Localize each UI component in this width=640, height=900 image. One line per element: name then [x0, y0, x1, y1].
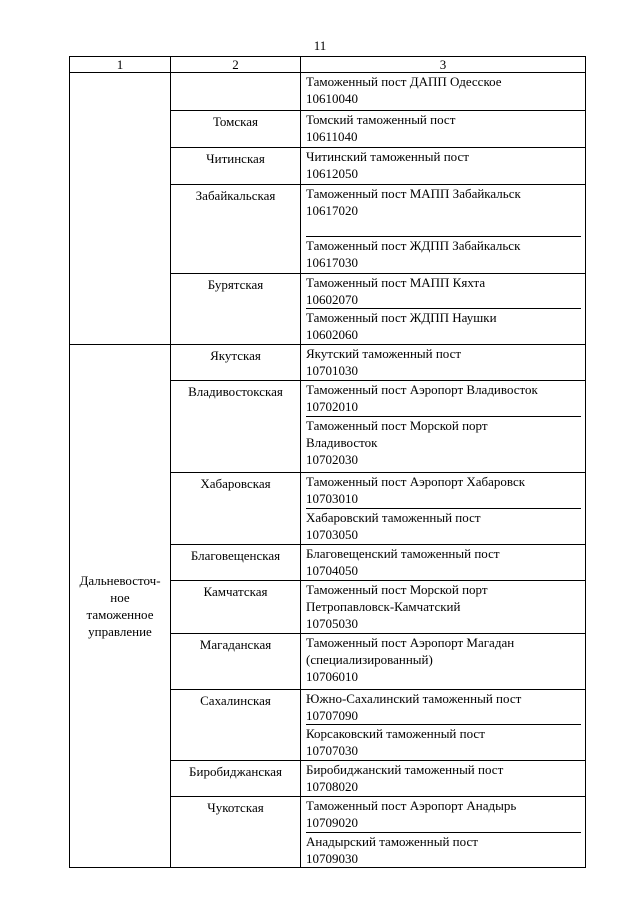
- customs-post: [306, 797, 581, 833]
- column-header-2: 2: [171, 57, 301, 73]
- post-name-line: Таможенный пост Аэропорт Владивосток: [306, 382, 538, 397]
- posts-cell: [301, 545, 586, 581]
- customs-post: [306, 111, 581, 147]
- post-code: 10611040: [306, 129, 358, 144]
- post-name-line: Таможенный пост Аэропорт Хабаровск: [306, 474, 526, 489]
- posts-cell: [301, 185, 586, 274]
- post-code: 10707030: [306, 743, 358, 758]
- customs-post: [306, 309, 581, 344]
- header-row: [70, 57, 586, 73]
- customs-name-cell: [171, 274, 301, 345]
- customs-post: [306, 185, 581, 237]
- post-name-line: Таможенный пост Морской порт: [306, 418, 488, 433]
- customs-name: Благовещенская: [190, 548, 281, 563]
- table-row: [70, 73, 586, 111]
- customs-name-cell: [171, 473, 301, 545]
- post-name-line: Владивосток: [306, 435, 378, 450]
- post-name-line: Таможенный пост ДАПП Одесское: [306, 74, 502, 89]
- customs-name: Хабаровская: [200, 476, 271, 491]
- customs-name-cell: [171, 111, 301, 148]
- post-name-line: Благовещенский таможенный пост: [306, 546, 500, 561]
- post-name-line: Таможенный пост ЖДПП Наушки: [306, 310, 497, 325]
- post-name-line: Таможенный пост МАПП Кяхта: [306, 275, 486, 290]
- posts-cell: [301, 581, 586, 634]
- customs-name-cell: [171, 761, 301, 797]
- customs-post: [306, 509, 581, 544]
- customs-name: Якутская: [210, 348, 261, 363]
- customs-name-cell: [171, 797, 301, 868]
- posts-cell: [301, 690, 586, 761]
- posts-cell: [301, 634, 586, 690]
- customs-post: [306, 148, 581, 184]
- post-name-line: Биробиджанский таможенный пост: [306, 762, 504, 777]
- posts-cell: [301, 381, 586, 473]
- customs-name: Читинская: [206, 151, 265, 166]
- post-code: 10612050: [306, 166, 358, 181]
- customs-name-cell: [171, 185, 301, 274]
- post-code: 10617030: [306, 255, 358, 270]
- posts-cell: [301, 73, 586, 111]
- customs-name: Камчатская: [203, 584, 268, 599]
- post-name-line: Таможенный пост ЖДПП Забайкальск: [306, 238, 521, 253]
- post-code: 10704050: [306, 563, 358, 578]
- customs-post: [306, 725, 581, 760]
- post-name-line: Якутский таможенный пост: [306, 346, 462, 361]
- customs-name-cell: [171, 690, 301, 761]
- post-code: 10707090: [306, 708, 358, 723]
- table-row: [70, 345, 586, 381]
- post-code: 10705030: [306, 616, 358, 631]
- department-name-line: таможенное: [86, 607, 154, 622]
- customs-post: [306, 274, 581, 309]
- customs-post: [306, 690, 581, 725]
- post-code: 10703050: [306, 527, 358, 542]
- post-code: 10602070: [306, 292, 358, 307]
- customs-name: Забайкальская: [195, 188, 276, 203]
- post-code: 10702010: [306, 399, 358, 414]
- customs-name: Биробиджанская: [189, 764, 282, 779]
- customs-post: [306, 761, 581, 796]
- page-number: 11: [313, 38, 327, 53]
- customs-name: Магаданская: [199, 637, 272, 652]
- post-name-line: Таможенный пост Аэропорт Анадырь: [306, 798, 517, 813]
- post-code: 10709030: [306, 851, 358, 866]
- post-name-line: Таможенный пост Аэропорт Магадан: [306, 635, 515, 650]
- post-code: 10617020: [306, 203, 358, 218]
- customs-post: [306, 381, 581, 417]
- post-name-line: (специализированный): [306, 652, 433, 667]
- post-name-line: Таможенный пост Морской порт: [306, 582, 488, 597]
- customs-name: Владивостокская: [188, 384, 283, 399]
- department-name-line: Дальневосточ-: [79, 573, 161, 588]
- table-body: [70, 73, 586, 868]
- post-name-line: Томский таможенный пост: [306, 112, 456, 127]
- customs-post: [306, 833, 581, 867]
- customs-post: [306, 473, 581, 509]
- post-name-line: Хабаровский таможенный пост: [306, 510, 481, 525]
- post-code: 10709020: [306, 815, 358, 830]
- customs-post: [306, 634, 581, 689]
- column-header-3: 3: [301, 57, 586, 73]
- customs-name-cell: [171, 381, 301, 473]
- department-name-line: управление: [88, 624, 152, 639]
- post-name-line: Корсаковский таможенный пост: [306, 726, 485, 741]
- posts-cell: [301, 111, 586, 148]
- department-name-line: ное: [110, 590, 130, 605]
- posts-cell: [301, 761, 586, 797]
- posts-cell: [301, 473, 586, 545]
- post-name-line: Южно-Сахалинский таможенный пост: [306, 691, 522, 706]
- column-header-1: 1: [70, 57, 171, 73]
- customs-name-cell: [171, 148, 301, 185]
- customs-posts-table: [69, 56, 586, 868]
- department-cell: [70, 345, 171, 868]
- post-code: 10610040: [306, 91, 358, 106]
- department-cell: [70, 73, 171, 345]
- customs-name: Томская: [212, 114, 259, 129]
- customs-post: [306, 345, 581, 380]
- customs-post: [306, 545, 581, 580]
- customs-name: Сахалинская: [200, 693, 271, 708]
- customs-post: [306, 581, 581, 633]
- posts-cell: [301, 274, 586, 345]
- customs-name-cell: [171, 73, 301, 111]
- post-code: 10602060: [306, 327, 358, 342]
- post-name-line: Петропавловск-Камчатский: [306, 599, 461, 614]
- customs-name: Бурятская: [207, 277, 264, 292]
- post-code: 10701030: [306, 363, 358, 378]
- posts-cell: [301, 148, 586, 185]
- post-code: 10706010: [306, 669, 358, 684]
- customs-post: [306, 237, 581, 273]
- customs-post: [306, 417, 581, 472]
- post-name-line: Таможенный пост МАПП Забайкальск: [306, 186, 521, 201]
- posts-cell: [301, 797, 586, 868]
- post-code: 10708020: [306, 779, 358, 794]
- customs-post: [306, 73, 581, 110]
- customs-name: Чукотская: [207, 800, 264, 815]
- post-code: 10703010: [306, 491, 358, 506]
- post-name-line: Читинский таможенный пост: [306, 149, 469, 164]
- customs-name-cell: [171, 545, 301, 581]
- customs-name-cell: [171, 634, 301, 690]
- post-name-line: Анадырский таможенный пост: [306, 834, 478, 849]
- customs-name-cell: [171, 345, 301, 381]
- posts-cell: [301, 345, 586, 381]
- post-code: 10702030: [306, 452, 358, 467]
- customs-name-cell: [171, 581, 301, 634]
